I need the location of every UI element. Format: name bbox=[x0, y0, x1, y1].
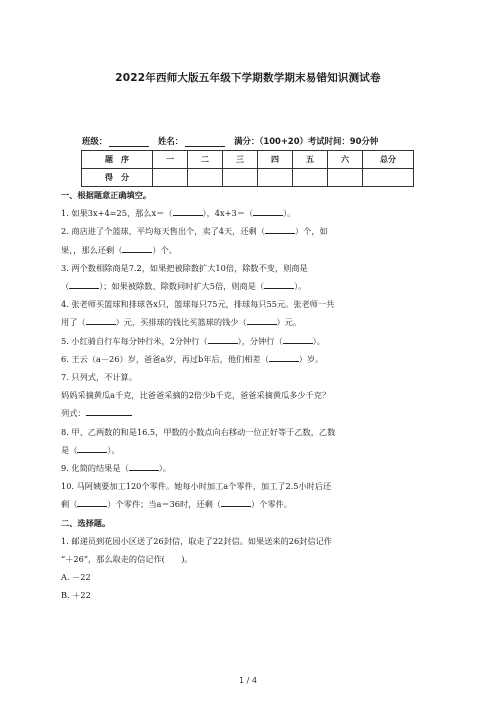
question-line: 用了（ ）元，买排球的钱比买篮球的钱少（ ）元。 bbox=[61, 313, 441, 331]
section-heading: 一、根据题意正确填空。 bbox=[61, 190, 152, 200]
score-cell[interactable] bbox=[223, 169, 258, 187]
answer-blank[interactable] bbox=[247, 314, 277, 325]
question-line: 1. 邮递员到花园小区送了26封信，取走了22封信。如果送来的26封信记作 bbox=[61, 535, 332, 546]
question-line: 2. 商店进了个篮球，平均每天售出个，卖了4天，还剩（ ）个，如 bbox=[61, 222, 441, 240]
question-line: 是（ ）。 bbox=[61, 441, 441, 459]
answer-blank[interactable] bbox=[77, 442, 107, 453]
answer-blank[interactable] bbox=[264, 278, 294, 289]
score-time-label: 满分：（100+20）考试时间：90分钟 bbox=[234, 136, 379, 146]
score-cell[interactable] bbox=[293, 169, 328, 187]
score-cell[interactable] bbox=[188, 169, 223, 187]
table-cell: 题 序 bbox=[82, 151, 153, 169]
question-line: 5. 小红骑自行车每分钟行米，2分钟行（ ），分钟行（ ）。 bbox=[61, 332, 441, 350]
answer-blank[interactable] bbox=[69, 278, 99, 289]
question-line: （ ）；如果被除数、除数同时扩大5倍，则商是（ ）。 bbox=[61, 277, 441, 295]
question-line: 10. 马阿姨要加工120个零件。她每小时加工a个零件，加工了2.5小时后还 bbox=[61, 481, 332, 492]
section-heading: 二、选择题。 bbox=[61, 517, 111, 528]
table-cell: 六 bbox=[328, 151, 363, 169]
table-cell: 得 分 bbox=[82, 169, 153, 187]
question-line: 果，，那么还剩（ ）个。 bbox=[61, 241, 441, 259]
score-table bbox=[81, 150, 414, 187]
table-cell: 二 bbox=[188, 151, 223, 169]
name-label: 姓名： bbox=[158, 136, 184, 146]
table-cell: 五 bbox=[293, 151, 328, 169]
question-line: 列式： bbox=[61, 404, 441, 422]
page-title: 2022年西师大版五年级下学期数学期末易错知识测试卷 bbox=[115, 72, 381, 84]
question-line: 剩（ ）个零件；当a＝36时，还剩（ ）个零件。 bbox=[61, 495, 441, 513]
answer-blank[interactable] bbox=[253, 205, 283, 216]
answer-blank[interactable] bbox=[269, 351, 299, 362]
answer-blank[interactable] bbox=[122, 242, 152, 253]
table-header-row bbox=[82, 151, 414, 169]
answer-blank[interactable] bbox=[129, 460, 159, 471]
answer-blank[interactable] bbox=[86, 314, 116, 325]
score-cell[interactable] bbox=[258, 169, 293, 187]
answer-blank[interactable] bbox=[265, 223, 295, 234]
question-line: 7. 只列式，不计算。 bbox=[61, 372, 137, 383]
class-label: 班级： bbox=[82, 136, 108, 146]
table-cell: 总分 bbox=[363, 151, 414, 169]
answer-blank[interactable] bbox=[173, 205, 203, 216]
question-line: 1. 如果3x+4=25，那么x＝（ ），4x+3＝（ ）。 bbox=[61, 204, 441, 222]
question-line: 妈妈采摘黄瓜a千克，比爸爸采摘的2倍少b千克，爸爸采摘黄瓜多少千克？ bbox=[61, 390, 331, 401]
question-line: 9. 化简的结果是（ ）。 bbox=[61, 459, 441, 477]
score-cell[interactable] bbox=[153, 169, 188, 187]
score-cell[interactable] bbox=[363, 169, 414, 187]
class-blank bbox=[109, 137, 149, 147]
page-number: 1 / 4 bbox=[239, 676, 257, 685]
question-line: 6. 王云（a－26）岁，爸爸a岁，再过b年后，他们相差（ ）岁。 bbox=[61, 350, 441, 368]
option-b[interactable]: B. ＋22 bbox=[61, 590, 91, 601]
name-blank bbox=[185, 137, 225, 147]
question-line: 3. 两个数相除商是7.2，如果把被除数扩大10倍，除数不变，则商是 bbox=[61, 262, 308, 273]
question-line: “＋26”，那么取走的信记作( )。 bbox=[61, 554, 193, 565]
table-cell: 三 bbox=[223, 151, 258, 169]
question-line: 8. 甲、乙两数的和是16.5，甲数的小数点向右移动一位正好等于乙数，乙数 bbox=[61, 426, 336, 437]
question-line: 4. 张老师买篮球和排球各x只，篮球每只75元，排球每只55元。张老师一共 bbox=[61, 299, 335, 310]
score-cell[interactable] bbox=[328, 169, 363, 187]
answer-blank[interactable] bbox=[77, 496, 107, 507]
table-score-row bbox=[82, 169, 414, 187]
answer-blank[interactable] bbox=[86, 405, 132, 416]
question-content bbox=[61, 186, 441, 605]
option-a[interactable]: A. －22 bbox=[61, 572, 91, 583]
table-cell: 四 bbox=[258, 151, 293, 169]
student-info-line bbox=[82, 135, 378, 147]
answer-blank[interactable] bbox=[208, 333, 238, 344]
answer-blank[interactable] bbox=[221, 496, 251, 507]
table-cell: 一 bbox=[153, 151, 188, 169]
answer-blank[interactable] bbox=[283, 333, 313, 344]
